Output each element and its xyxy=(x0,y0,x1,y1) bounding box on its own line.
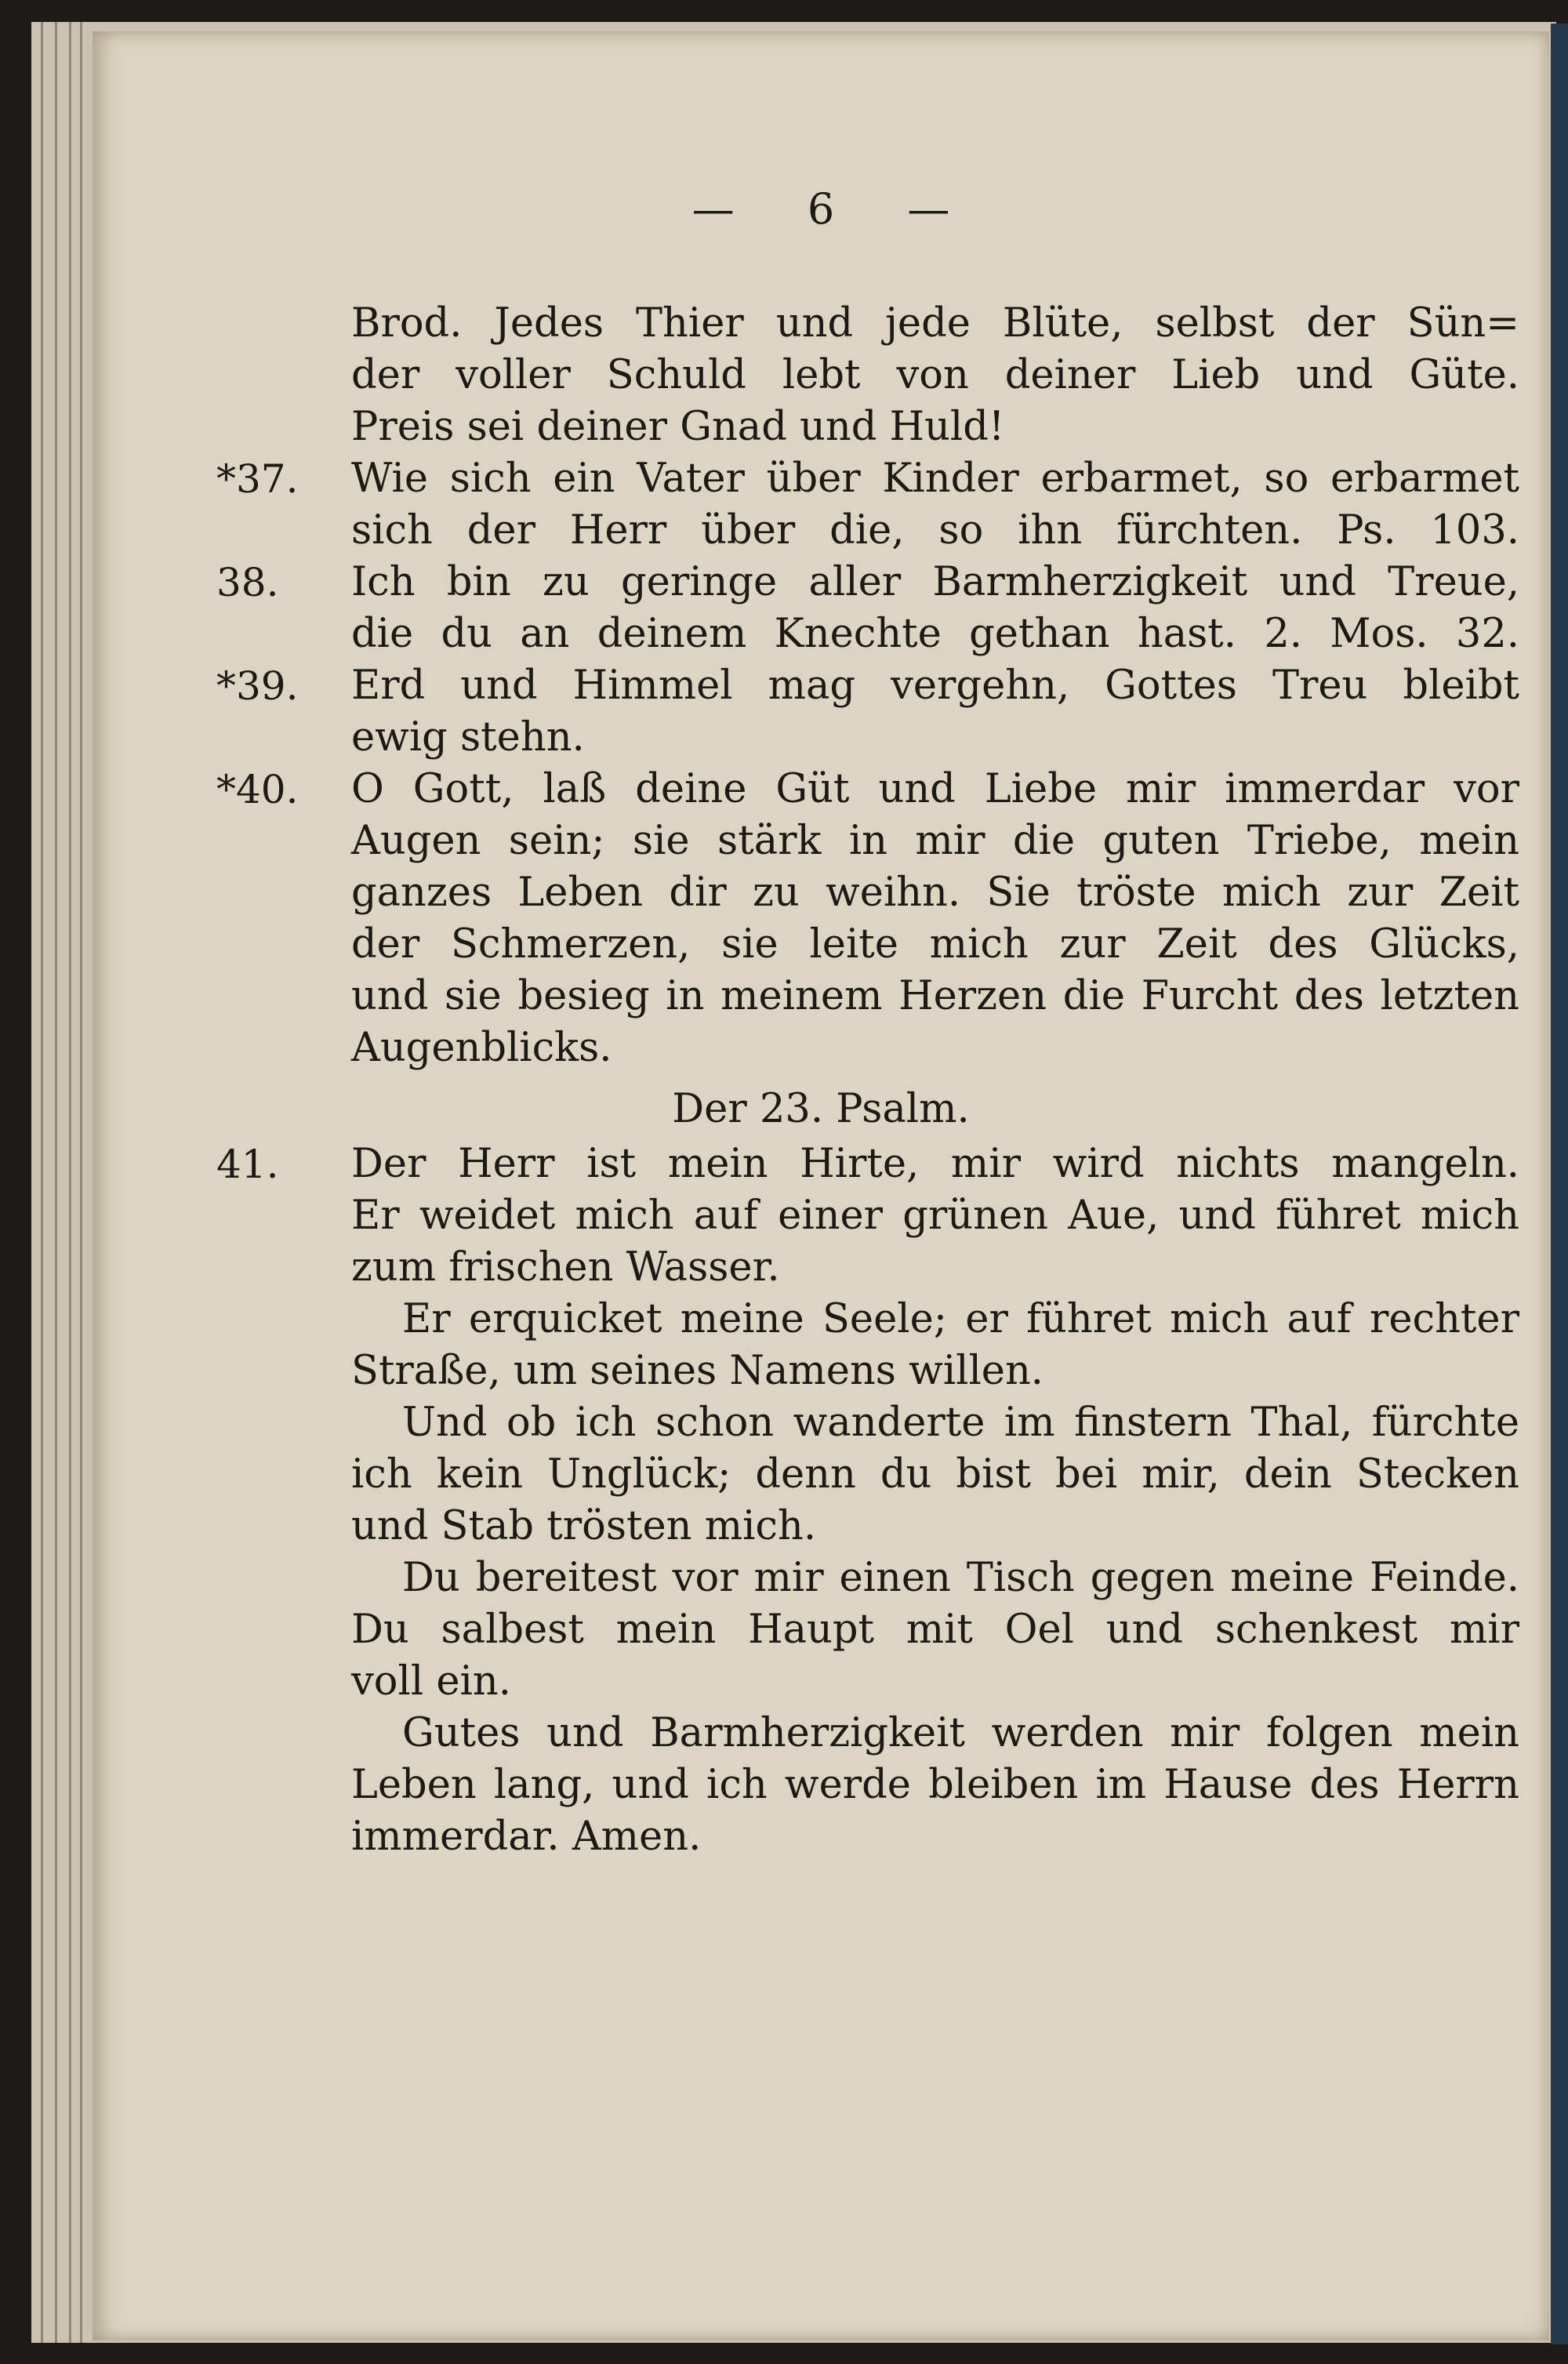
line-text: ich kein Unglück; denn du bist bei mir, dein Stecken xyxy=(351,1451,1519,1498)
page xyxy=(93,31,1549,2340)
line-text: der Schmerzen, sie leite mich zur Zeit des Glücks, xyxy=(351,921,1519,968)
text-line xyxy=(93,1022,1549,1074)
text-line xyxy=(93,608,1549,660)
line-text: und Stab trösten mich. xyxy=(351,1503,817,1549)
text-line xyxy=(93,1656,1549,1708)
line-text: Der Herr ist mein Hirte, mir wird nichts mangeln. xyxy=(351,1141,1519,1187)
line-text: Erd und Himmel mag vergehn, Gottes Treu bleibt xyxy=(351,663,1519,709)
line-text: Und ob ich schon wanderte im finstern Thal, fürchte xyxy=(402,1400,1519,1446)
line-text: Leben lang, und ich werde bleiben im Hause des Herrn xyxy=(351,1762,1519,1808)
line-text: der voller Schuld lebt von deiner Lieb und Güte. xyxy=(351,352,1519,398)
text-line xyxy=(93,350,1549,401)
page-number: 6 xyxy=(807,184,835,234)
section-heading-row xyxy=(93,1084,1549,1135)
line-text: ewig stehn. xyxy=(351,714,585,761)
text-line xyxy=(93,557,1549,608)
text-line xyxy=(93,1811,1549,1863)
line-text: O Gott, laß deine Güt und Liebe mir immerdar vor xyxy=(351,766,1519,812)
line-text: Brod. Jedes Thier und jede Blüte, selbst der Sün= xyxy=(351,300,1519,347)
text-line xyxy=(93,298,1549,350)
line-text: Gutes und Barmherzigkeit werden mir folgen mein xyxy=(402,1710,1519,1756)
text-line xyxy=(93,1397,1549,1449)
text-line xyxy=(93,712,1549,764)
text-line xyxy=(93,867,1549,919)
text-line xyxy=(93,1449,1549,1501)
text-line xyxy=(93,505,1549,557)
text-line xyxy=(93,660,1549,712)
text-line xyxy=(93,401,1549,453)
line-text: Du bereitest vor mir einen Tisch gegen meine Feinde. xyxy=(402,1555,1519,1601)
text-line xyxy=(93,1294,1549,1345)
line-text: Augenblicks. xyxy=(351,1025,612,1071)
line-text: und sie besieg in meinem Herzen die Furcht des letzten xyxy=(351,973,1519,1019)
line-text: Straße, um seines Namens willen. xyxy=(351,1348,1044,1394)
text-line xyxy=(93,1190,1549,1242)
line-text: zum frischen Wasser. xyxy=(351,1244,780,1291)
verse-number: 41. xyxy=(216,1142,279,1187)
text-line xyxy=(93,1708,1549,1759)
text-line xyxy=(93,815,1549,867)
verse-number: *37. xyxy=(216,456,299,502)
line-text: Er weidet mich auf einer grünen Aue, und führet mich xyxy=(351,1193,1519,1239)
line-text: sich der Herr über die, so ihn fürchten. Ps. 103. xyxy=(351,507,1519,554)
header-dash-left: — xyxy=(691,184,735,234)
page-edge-line xyxy=(55,22,57,2343)
section-heading: Der 23. Psalm. xyxy=(672,1086,970,1132)
page-edge-line xyxy=(41,22,43,2343)
page-edge-line xyxy=(80,22,82,2343)
text-line xyxy=(93,971,1549,1022)
verse-number: *39. xyxy=(216,663,299,709)
page-edge-line xyxy=(69,22,71,2343)
cover-edge xyxy=(1551,24,1568,2344)
line-text: Er erquicket meine Seele; er führet mich auf rechter xyxy=(402,1296,1519,1342)
text-line xyxy=(93,1759,1549,1811)
text-line xyxy=(93,1138,1549,1190)
text-line xyxy=(93,1242,1549,1294)
text-line xyxy=(93,919,1549,971)
header-dash-right: — xyxy=(907,184,950,234)
line-text: Ich bin zu geringe aller Barmherzigkeit und Treue, xyxy=(351,559,1519,605)
text-line xyxy=(93,1345,1549,1397)
text-line xyxy=(93,1552,1549,1604)
text-line xyxy=(93,1501,1549,1552)
line-text: die du an deinem Knechte gethan hast. 2. Mos. 32. xyxy=(351,611,1519,657)
line-text: Wie sich ein Vater über Kinder erbarmet, so erbarmet xyxy=(351,456,1519,502)
line-text: Augen sein; sie stärk in mir die guten Triebe, mein xyxy=(351,818,1519,864)
text-line xyxy=(93,764,1549,815)
line-text: Preis sei deiner Gnad und Huld! xyxy=(351,404,1005,450)
line-text: Du salbest mein Haupt mit Oel und schenkest mir xyxy=(351,1607,1519,1653)
text-line xyxy=(93,453,1549,505)
verse-number: 38. xyxy=(216,560,279,605)
text-line xyxy=(93,1604,1549,1656)
verse-number: *40. xyxy=(216,767,299,812)
page-header xyxy=(93,184,1549,239)
line-text: immerdar. Amen. xyxy=(351,1814,702,1860)
line-text: ganzes Leben dir zu weihn. Sie tröste mich zur Zeit xyxy=(351,870,1519,916)
line-text: voll ein. xyxy=(351,1658,511,1705)
